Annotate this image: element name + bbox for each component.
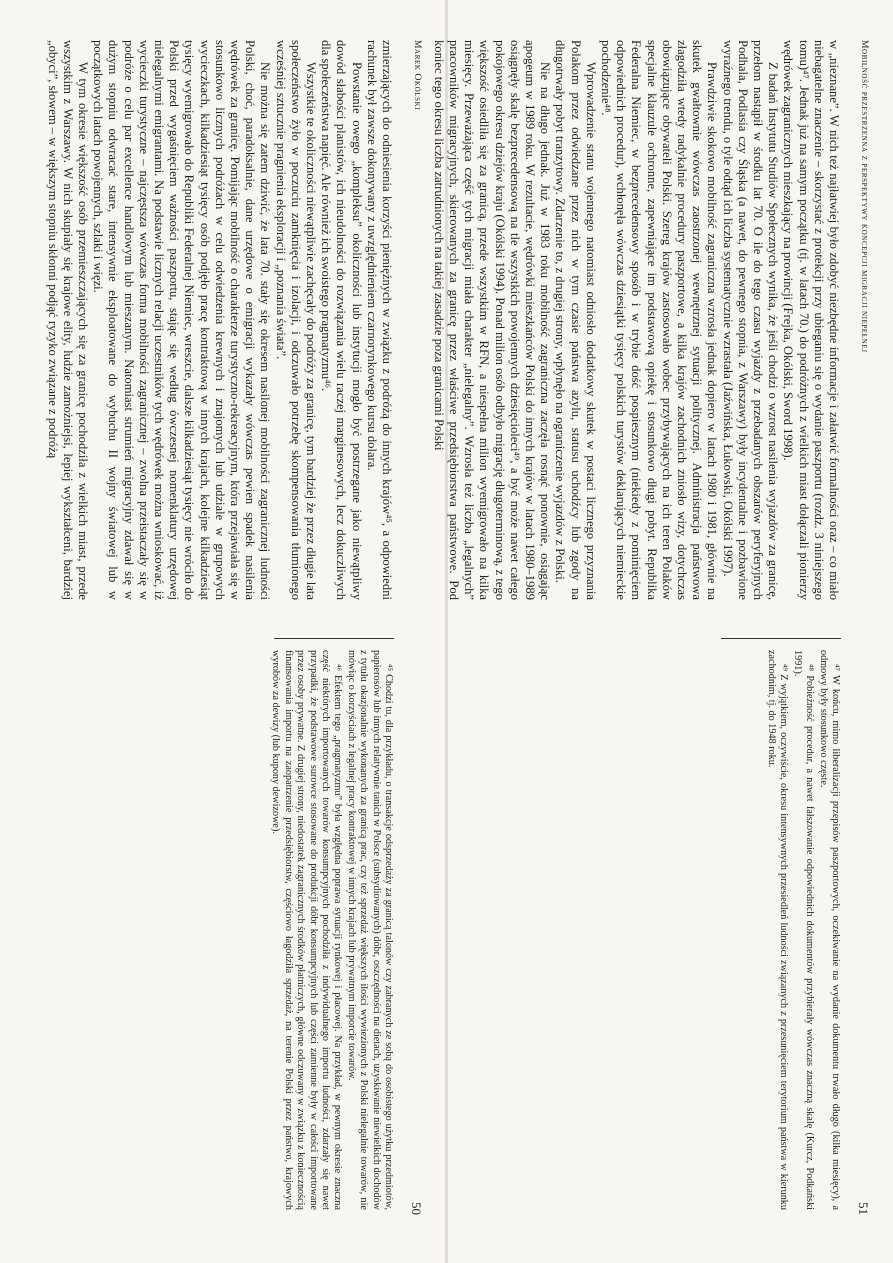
paragraph: Nie na długo jednak. Już w 1983 roku mobilność zagraniczna zaczęła rosnąć ponownie, osiągając apogeum w 1989 roku. W rezultacie, wędrówki mieszkańców Polski do innych krajów w latach 1980–1989 osiągnęły skalę bezprecedensową na tle wszystkich powojennych dziesięcioleci⁴⁹, a być może nawet całego pokojowego okresu dziejów kraju (Okólski 1994). Ponad milion osób odbyło migrację długoterminową, z tego większość osiedliła się za granicą, przede wszystkim w RFN, a niespełna milion wyemigrowało na kilka miesięcy. Przeważająca część tych migracji miała charakter „nielegalny”. Wzrosła też liczba „legalnych” pracowników migracyjnych, skierowanych za granicę przez właściwe przedsiębiorstwa państwowe. Pod koniec tego okresu liczba zatrudnionych na takiej zasadzie poza granicami Polski xyxy=(431,40,553,600)
paragraph: Nie można się zatem dziwić, że lata 70. stały się okresem nasilonej mobilności zagranicznej ludności Polski, choć, paradoksalnie, dane urzędowe o emigracji wykazały wówczas pewien spadek nasilenia wędrówek za granicę. Pomijając mobilność o charakterze turystyczno-rekreacyjnym, która przejawiała się w stosunkowo licznych podróżach w celu odwiedzenia krewnych i znajomych lub udziale w grupowych wycieczkach, kilkadziesiąt tysięcy osób podjęło pracę kontraktową w innych krajach, kolejne kilkadziesiąt tysięcy wyemigrowało do Republiki Federalnej Niemiec, wreszcie, dalsze kilkadziesiąt tysięcy nie wróciło do Polski przed wygaśnięciem ważności paszportu, stając się według ówczesnej nomenklatury urzędowej nielegalnymi emigrantami. Na podstawie licznych relacji uczestników tych wędrówek można wnioskować, iż wycieczki turystyczne – najczęstsza wówczas forma mobilności zagranicznej – zwolna przeistaczały się w podróże o celu par excellence handlowym lub mieszanym. Natomiast strumień migracyjny zdawał się w dużym stopniu odwracać stare, intensywnie eksploatowane do wybuchu II wojny światowej lub w początkowych latach powojennych, szlaki i więzi. xyxy=(91,40,273,600)
body-text xyxy=(431,40,841,600)
page-number: 50 xyxy=(409,1202,424,1215)
paragraph: Wprowadzenie stanu wojennego natomiast odniosło dodatkowy skutek w postaci licznego przyznania Polakom przez odwiedzane przez nich w tym czasie państwa azylu, statusu uchodźcy lub zgody na długotrwały pobyt tranzytowy. Zdarzenie to, z drugiej strony, wpłynęło na ograniczenie wyjazdów z Polski. xyxy=(553,40,598,600)
footnote: ⁴⁹ Z wyjątkiem, oczywiście, okresu intensywnych przesiedleń ludności związanych z przesunięciem terytorium państwa w kierunku zachodnim, tj. do 1948 roku. xyxy=(765,650,790,1210)
paragraph: Prawdziwie skokowo mobilność zagraniczna wzrosła jednak dopiero w latach 1980 i 1981, głównie na skutek gwałtownie wówczas zaostrzonej wewnętrznej sytuacji politycznej. Administracja państwowa złagodziła wtedy radykalnie procedury paszportowe, a kilka krajów zachodnich zniosło wizy, dotychczas obowiązujące obywateli Polski. Szereg krajów zastosowało wobec przybywających na ich teren Polaków specjalne klauzule ochronne, zapewniające im podstawową opiekę i stosunkowo długi pobyt. Republika Federalna Niemiec, w bezprecedensowy sposób i w trybie dość pospiesznym (niekiedy z pominięciem odpowiednich procedur), wchłonęła wówczas dziesiątki tysięcy polskich turystów deklarujących niemieckie pochodzenie⁴⁸. xyxy=(598,40,720,600)
footnote: ⁴⁷ W końcu, mimo liberalizacji przepisów paszportowych, oczekiwanie na wydanie dokumentu trwało długo (kilka miesięcy), a odmowy były stosunkowo częste. xyxy=(817,650,841,1210)
paragraph: Powstanie owego „kompleksu” okoliczności lub instytucji mogło być postrzegane jako niewątpliwy dowód słabości planistów, ich nieudolności do rozwiązania wielu raczej marginesowych, lecz dokuczliwych dla społeczeństwa napięć. Ale również ich swoistego pragmatyzmu⁴⁶. xyxy=(319,40,364,600)
footnotes xyxy=(268,650,394,1210)
paragraph: Wszystkie te okoliczności niewątpliwie zachęcały do podróży za granicę, tym bardziej że przez długie lata społeczeństwo żyło w poczuciu zamknięcia i izolacji, i odczuwało potrzebę skompensowania tłumionego wcześniej sztucznie pragnienia eksploracji i „poznania świata”. xyxy=(273,40,318,600)
page-number: 51 xyxy=(856,1202,871,1215)
left-page xyxy=(0,0,446,1263)
footnote: ⁴⁸ Pobieżność procedur, a nawet fałszowanie odpowiednich dokumentów przybierały wówczas znaczną skalę (Kurcz, Podkański 1991). xyxy=(791,650,816,1210)
right-page xyxy=(431,0,893,1263)
footnote-rule xyxy=(274,638,394,639)
running-head: Mobilność przestrzenna z perspektywy koncepcji migracji niepełnej xyxy=(859,40,869,353)
paragraph: w „nieznane”. W nich też najłatwiej było zdobyć niezbędne informacje i załatwić formalności oraz – co miało niebagatelne znaczenie – skorzystać z protekcji przy ubieganiu się o wydanie paszportu (rozdz. 3 niniejszego tomu)⁴⁷. Jednak już na samym początku (tj. w latach 70.) do podróżnych z wielkich miast dołączali pionierzy wędrówek zagranicznych mieszkający na prowincji (Frejka, Okólski, Sword 1998). xyxy=(781,40,841,600)
footnotes xyxy=(764,650,841,1210)
running-head: Marek Okólski xyxy=(412,40,422,111)
paragraph: zmierzających do odniesienia korzyści pieniężnych w związku z podróżą do innych krajów⁴⁵, a odpowiedni rachunek był zawsze dokonywany z uwzględnieniem czarnorynkowego kursu dolara. xyxy=(364,40,394,600)
footnote: ⁴⁶ Efektem tego „pragmatyzmu” była względna poprawa sytuacji rynkowej i płacowej. Na przykład, w pewnym okresie znaczna część niektórych importowanych towarów konsumpcyjnych pochodziła z indywidualnego importu ludności, zdarzały się nawet przypadki, że podstawowe surowce stosowane do produkcji dóbr konsumpcyjnych lub części zamienne były w całości importowane przez osoby prywatne. Z drugiej strony, niedostatek zagranicznych środków płatniczych, główne odczuwany w związku z koniecznością finansowania importu na zaopatrzenie przedsiębiorstw, częściowo łagodziła sprzedaż, na terenie Polski przez państwo, krajowych wyrobów za dewizy (lub kupony dewizowe). xyxy=(270,650,344,1210)
footnote-rule xyxy=(721,638,841,639)
paragraph: Z badań Instytutu Studiów Społecznych wynika, że jeśli chodzi o wzrost nasilenia wyjazdów za granicę, przełom nastąpił w środku lat 70. O ile do tego czasu wyjazdy z przebadanych obszarów peryferyjnych Podhala, Podlasia czy Śląska (a nawet, do pewnego stopnia, z Warszawy) były incydentalne i pozbawione wyraźnego trendu, o tyle odtąd ich liczba systematycznie wzrastała (Jaźwińska, Łukowski, Okólski 1997). xyxy=(720,40,781,600)
body-text xyxy=(44,40,394,600)
paragraph: W tym okresie większość osób przemieszczających się za granicę pochodziła z wielkich miast, przede wszystkim z Warszawy. W nich skupiały się krajowe elity, ludzie zamożniejsi, lepiej wykształceni, bardziej „obyci”, słowem – w większym stopniu skłonni podjąć ryzyko związane z podróżą xyxy=(45,40,90,600)
footnote: ⁴⁵ Chodzi tu, dla przykładu, o transakcje odsprzedaży za granicą talonów czy zabranych ze sobą do osobistego użytku przedmiotów, papierosów lub innych relatywnie tanich w Polsce (subsydiowanych) dóbr, oszczędności na dietach, uzyskiwanie niewielkich dochodów z tytułu okazjonalnie wykonanych za granicą prac, czy też sprzedaż większych ilości wywiezionych z Polski nielegalnie towarów, nie mówiąc o korzyściach z legalnej pracy kontraktowej w innych krajach lub prywatnym imporcie towarów. xyxy=(345,650,394,1210)
